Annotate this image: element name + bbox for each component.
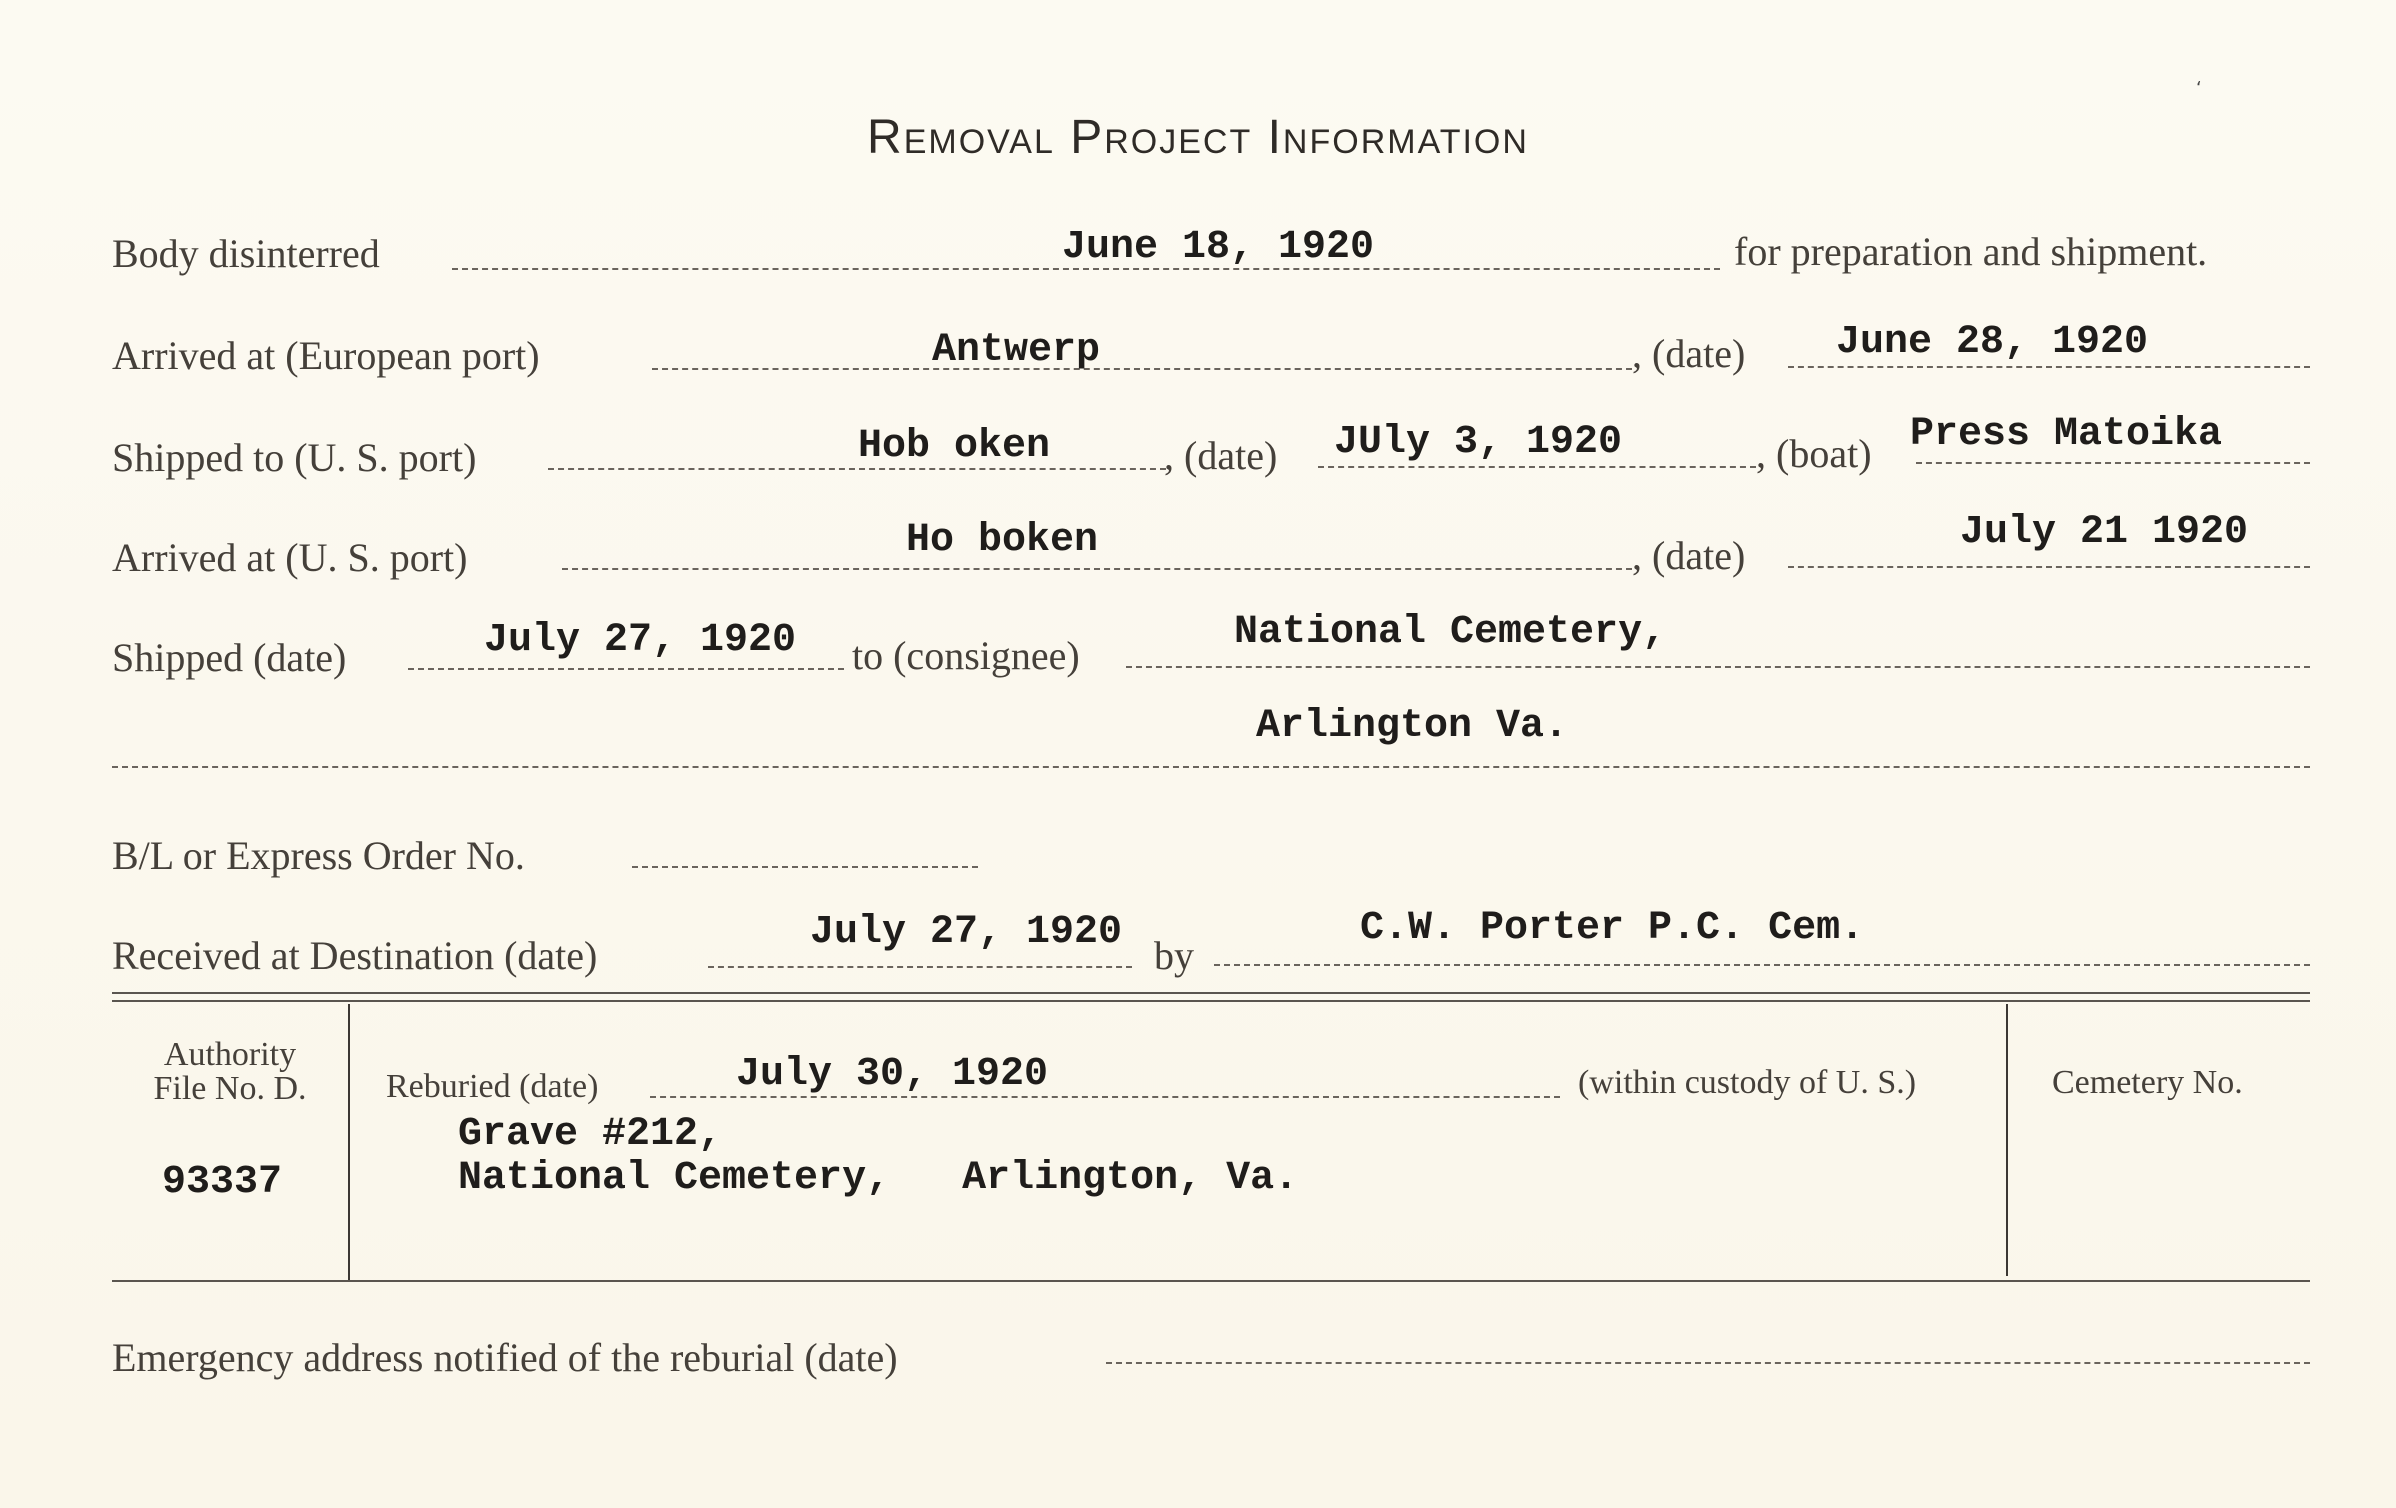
cemetery-no-label: Cemetery No. — [2052, 1064, 2243, 1101]
boat-line — [1916, 462, 2310, 464]
grave-line2-value: National Cemetery, Arlington, Va. — [458, 1156, 1299, 1201]
received-by-line — [1214, 964, 2310, 966]
shipped-to-us-label: Shipped to (U. S. port) — [112, 435, 477, 480]
us-port-shipped-line — [548, 468, 1166, 470]
boat-value: Press Matoika — [1910, 412, 2223, 457]
emergency-label: Emergency address notified of the reburial (date) — [112, 1335, 898, 1380]
authority-label-line1: Authority — [163, 1036, 297, 1073]
authority-label-line2: File No. D. — [153, 1070, 307, 1107]
received-by-value: C.W. Porter P.C. Cem. — [1360, 906, 1865, 951]
shipped-date-line — [408, 668, 844, 670]
european-date-line — [1788, 366, 2310, 368]
reburied-date-label: Reburied (date) — [386, 1068, 599, 1105]
by-label: by — [1154, 933, 1194, 978]
for-preparation-label: for preparation and shipment. — [1734, 229, 2208, 274]
authority-file-no-value: 93337 — [161, 1160, 283, 1205]
european-arrival-date-value: June 28, 1920 — [1836, 320, 2149, 365]
bl-order-label: B/L or Express Order No. — [112, 833, 525, 878]
shipped-date-label: Shipped (date) — [112, 635, 347, 680]
box-divider-right — [2006, 1004, 2008, 1276]
arrived-european-label: Arrived at (European port) — [112, 333, 540, 378]
grave-line1-value: Grave #212, — [458, 1112, 723, 1157]
us-arrival-date-value: July 21 1920 — [1960, 510, 2249, 555]
body-disinterred-label: Body disinterred — [112, 231, 380, 276]
us-port-arrived-line — [562, 568, 1632, 570]
us-ship-date-label: , (date) — [1164, 433, 1278, 478]
us-ship-date-value: JUly 3, 1920 — [1334, 420, 1623, 465]
consignee-line-2 — [112, 766, 2310, 768]
european-port-line — [652, 368, 1632, 370]
emergency-line — [1106, 1362, 2310, 1364]
consignee-line2-value: Arlington Va. — [1256, 704, 1569, 749]
card-title: Removal Project Information — [867, 111, 1529, 164]
arrived-us-label: Arrived at (U. S. port) — [112, 535, 468, 580]
us-port-shipped-value: Hob oken — [858, 424, 1051, 469]
box-top-rule-1 — [112, 992, 2310, 994]
european-date-label: , (date) — [1632, 331, 1746, 376]
box-bottom-rule — [112, 1280, 2310, 1282]
box-top-rule-2 — [112, 1000, 2310, 1002]
stray-ink-mark: ‘ — [2196, 78, 2202, 99]
box-divider-left — [348, 1004, 350, 1280]
boat-label: , (boat) — [1756, 431, 1872, 476]
bl-order-line — [632, 866, 978, 868]
consignee-line1-value: National Cemetery, — [1234, 610, 1667, 655]
us-ship-date-line — [1318, 466, 1756, 468]
disinterred-date-value: June 18, 1920 — [1062, 225, 1375, 270]
us-arrival-date-line — [1788, 566, 2310, 568]
european-port-value: Antwerp — [932, 328, 1101, 373]
to-consignee-label: to (consignee) — [852, 633, 1080, 678]
consignee-line-1 — [1126, 666, 2310, 668]
within-custody-label: (within custody of U. S.) — [1578, 1064, 1917, 1101]
shipped-date-value: July 27, 1920 — [484, 618, 797, 663]
received-date-line — [708, 966, 1132, 968]
us-port-arrived-value: Ho boken — [906, 518, 1099, 563]
us-arrival-date-label: , (date) — [1632, 533, 1746, 578]
reburied-date-value: July 30, 1920 — [736, 1052, 1049, 1097]
received-date-value: July 27, 1920 — [810, 910, 1123, 955]
received-dest-label: Received at Destination (date) — [112, 933, 598, 978]
